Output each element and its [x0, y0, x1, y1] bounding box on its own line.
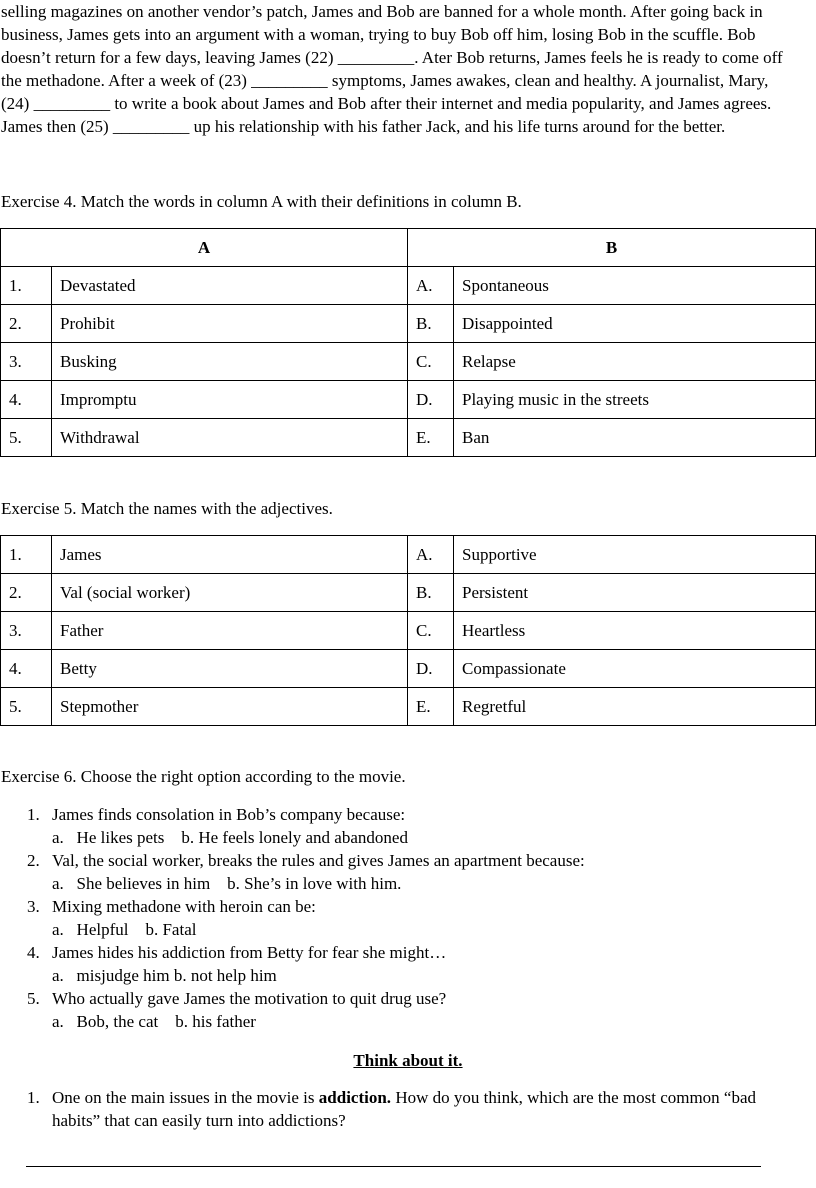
question-text-start: One on the main issues in the movie is	[52, 1088, 319, 1107]
table-row	[1, 305, 816, 343]
word-cell: Devastated	[52, 267, 408, 305]
question-number: 2.	[27, 851, 40, 870]
question-keyword: addiction.	[318, 1088, 392, 1107]
answer-line	[26, 1166, 761, 1167]
row-number: 2.	[1, 305, 52, 343]
word-cell: Impromptu	[52, 381, 408, 419]
definition-cell: Spontaneous	[454, 267, 816, 305]
row-letter: E.	[408, 419, 454, 457]
row-letter: B.	[408, 574, 454, 612]
intro-line: business, James gets into an argument with a woman, trying to buy Bob off him, losing Bob in the scuffle. Bob	[1, 25, 756, 44]
intro-line: doesn’t return for a few days, leaving James (22) _________. Ater Bob returns, James feels he is ready to come off	[1, 48, 783, 67]
list-item	[0, 803, 816, 849]
table-header-row	[1, 229, 816, 267]
question-number: 5.	[27, 989, 40, 1008]
question-options: a. She believes in him b. She’s in love with him.	[52, 874, 402, 893]
row-number: 2.	[1, 574, 52, 612]
think-question	[0, 1086, 800, 1132]
adjective-cell: Regretful	[454, 688, 816, 726]
intro-paragraph	[0, 0, 816, 138]
intro-line: (24) _________ to write a book about James and Bob after their internet and media popularity, and James agrees.	[1, 94, 772, 113]
row-letter: A.	[408, 267, 454, 305]
table-row	[1, 688, 816, 726]
question-text-end: How do you think, which are the most common “bad habits” that can easily turn into addictions?	[52, 1088, 757, 1130]
row-number: 4.	[1, 381, 52, 419]
think-about-it-title: Think about it.	[353, 1051, 463, 1070]
row-letter: D.	[408, 650, 454, 688]
question-number: 4.	[27, 943, 40, 962]
question-number: 3.	[27, 897, 40, 916]
row-number: 3.	[1, 343, 52, 381]
row-letter: B.	[408, 305, 454, 343]
think-question-text	[0, 1086, 800, 1132]
question-options: a. Helpful b. Fatal	[52, 920, 197, 939]
name-cell: Father	[52, 612, 408, 650]
word-cell: Prohibit	[52, 305, 408, 343]
table-row	[1, 419, 816, 457]
adjective-cell: Persistent	[454, 574, 816, 612]
name-cell: Betty	[52, 650, 408, 688]
row-letter: A.	[408, 536, 454, 574]
column-b-header: B	[408, 229, 816, 267]
list-item	[0, 941, 816, 987]
question-text: James hides his addiction from Betty for fear she might…	[52, 943, 447, 962]
row-number: 5.	[1, 688, 52, 726]
question-options: a. Bob, the cat b. his father	[52, 1012, 256, 1031]
table-row	[1, 381, 816, 419]
question-text: Val, the social worker, breaks the rules and gives James an apartment because:	[52, 851, 585, 870]
question-options: a. misjudge him b. not help him	[52, 966, 277, 985]
list-item	[0, 849, 816, 895]
question-number: 1.	[27, 1088, 40, 1107]
column-a-header: A	[1, 229, 408, 267]
adjective-cell: Compassionate	[454, 650, 816, 688]
intro-line: James then (25) _________ up his relationship with his father Jack, and his life turns around for the better.	[1, 117, 726, 136]
definition-cell: Relapse	[454, 343, 816, 381]
name-cell: James	[52, 536, 408, 574]
row-letter: C.	[408, 612, 454, 650]
table-row	[1, 536, 816, 574]
question-text: Who actually gave James the motivation to quit drug use?	[52, 989, 447, 1008]
question-number: 1.	[27, 805, 40, 824]
exercise4-table	[0, 228, 816, 457]
exercise6-questions	[0, 803, 816, 1033]
row-number: 1.	[1, 267, 52, 305]
table-row	[1, 612, 816, 650]
intro-line: selling magazines on another vendor’s patch, James and Bob are banned for a whole month. After going back in	[1, 2, 763, 21]
exercise4-title: Exercise 4. Match the words in column A with their definitions in column B.	[1, 192, 522, 211]
question-text: Mixing methadone with heroin can be:	[52, 897, 316, 916]
exercise5-table	[0, 535, 816, 726]
row-letter: C.	[408, 343, 454, 381]
intro-line: the methadone. After a week of (23) _________ symptoms, James awakes, clean and healthy. A journalist, Mary,	[1, 71, 769, 90]
definition-cell: Playing music in the streets	[454, 381, 816, 419]
definition-cell: Disappointed	[454, 305, 816, 343]
word-cell: Busking	[52, 343, 408, 381]
definition-cell: Ban	[454, 419, 816, 457]
question-text: James finds consolation in Bob’s company because:	[52, 805, 406, 824]
row-number: 1.	[1, 536, 52, 574]
table-row	[1, 267, 816, 305]
row-number: 5.	[1, 419, 52, 457]
exercise6-title: Exercise 6. Choose the right option according to the movie.	[1, 767, 406, 786]
list-item	[0, 987, 816, 1033]
table-row	[1, 574, 816, 612]
word-cell: Withdrawal	[52, 419, 408, 457]
row-letter: D.	[408, 381, 454, 419]
row-number: 4.	[1, 650, 52, 688]
name-cell: Val (social worker)	[52, 574, 408, 612]
row-number: 3.	[1, 612, 52, 650]
question-options: a. He likes pets b. He feels lonely and abandoned	[52, 828, 408, 847]
adjective-cell: Supportive	[454, 536, 816, 574]
list-item	[0, 895, 816, 941]
name-cell: Stepmother	[52, 688, 408, 726]
table-row	[1, 343, 816, 381]
row-letter: E.	[408, 688, 454, 726]
table-row	[1, 650, 816, 688]
adjective-cell: Heartless	[454, 612, 816, 650]
exercise5-title: Exercise 5. Match the names with the adjectives.	[1, 499, 333, 518]
